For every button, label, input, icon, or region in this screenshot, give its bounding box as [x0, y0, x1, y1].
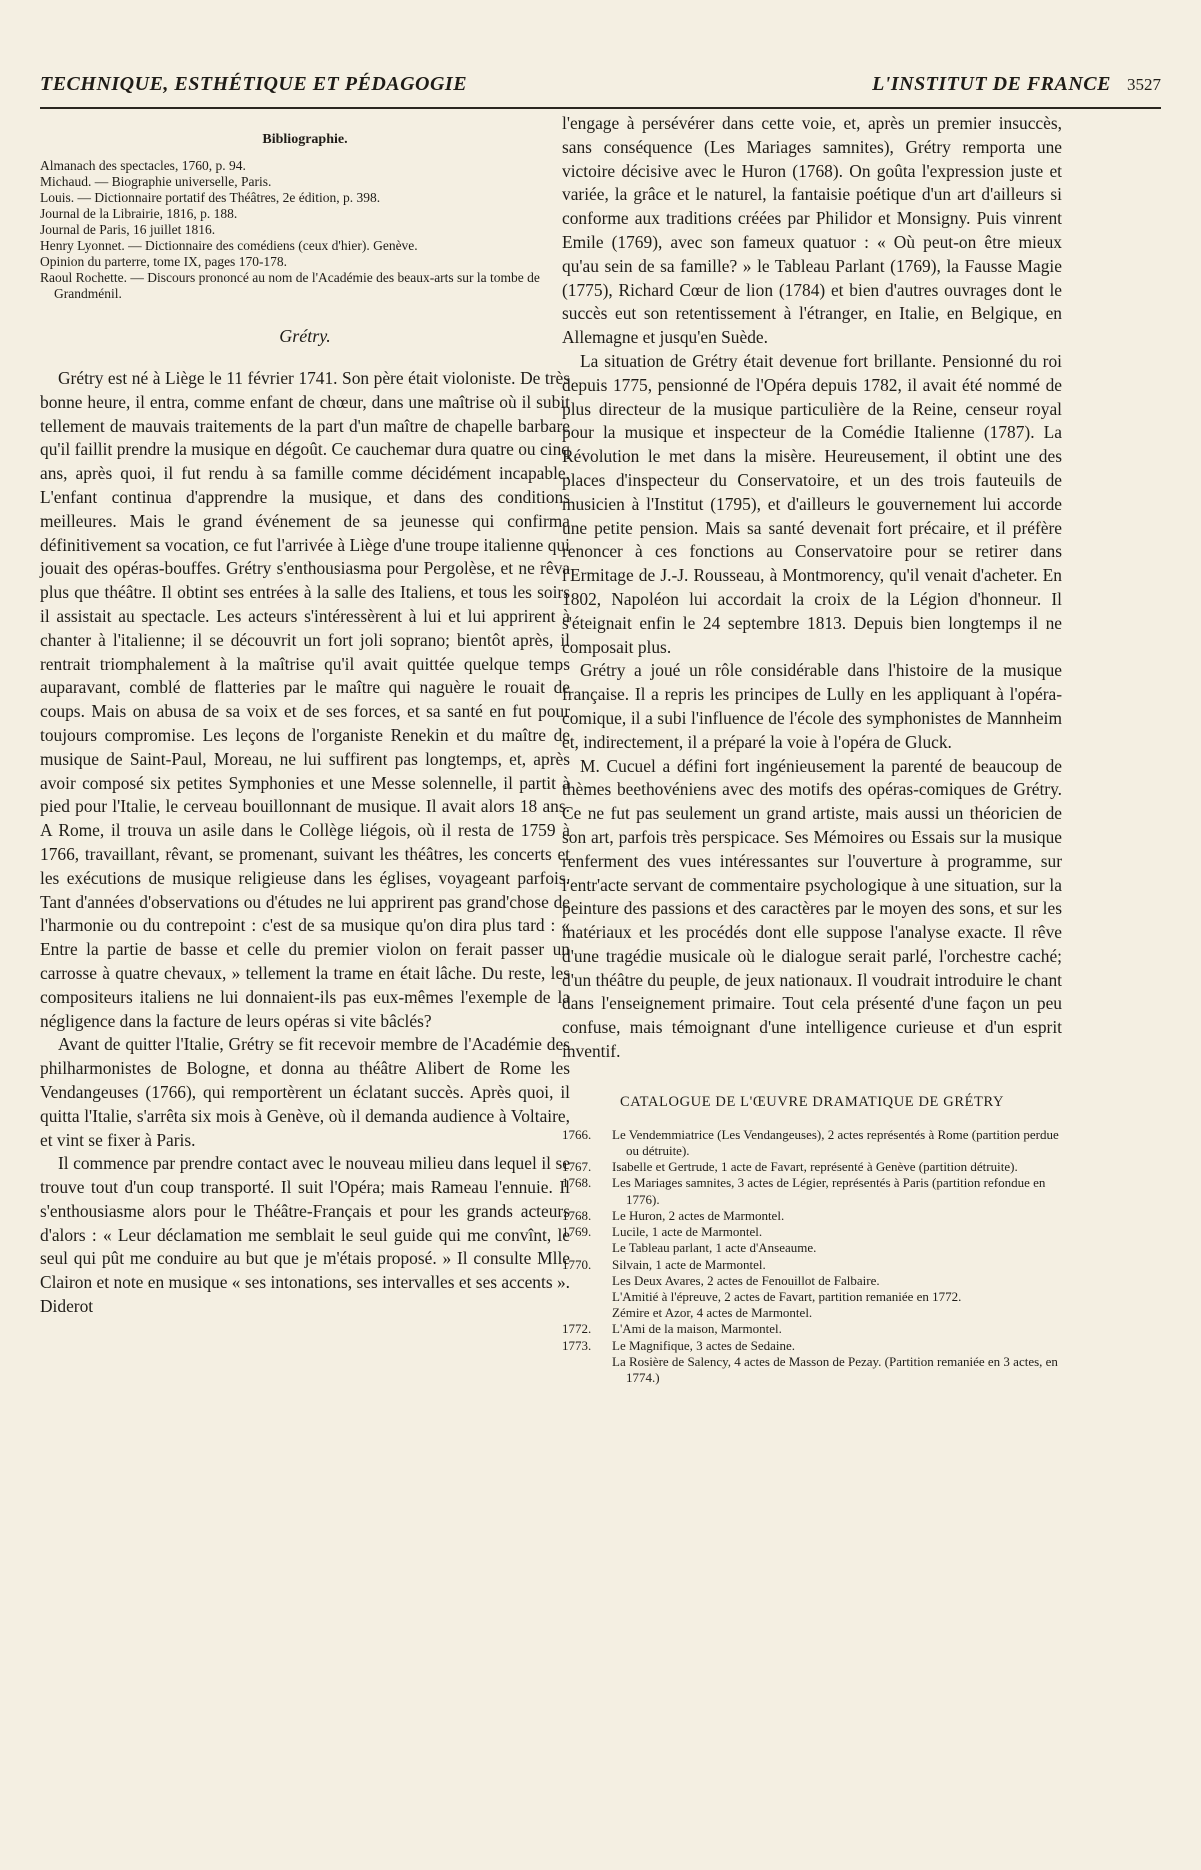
catalog-entry: [562, 1338, 1062, 1354]
bibliography-entry: Almanach des spectacles, 1760, p. 94.: [40, 158, 246, 173]
section-title: Grétry.: [279, 326, 331, 346]
catalog-work: Le Vendemmiatrice (Les Vendangeuses), 2 actes représentés à Rome (partition perdue ou détruite).: [612, 1126, 1059, 1159]
body-paragraph: Grétry a joué un rôle considérable dans l'histoire de la musique française. Il a repris les principes de Lully en les appliquant à l'opéra-comique, il a subi l'influence de l'école des symphonistes de Mannheim et, indirectement, il a préparé la voie à l'opéra de Gluck.: [562, 660, 1062, 752]
catalog-work: La Rosière de Salency, 4 actes de Masson de Pezay. (Partition remaniée en 3 actes, en 1774.): [612, 1353, 1058, 1385]
catalog-entry: [562, 1175, 1062, 1207]
body-paragraph: La situation de Grétry était devenue fort brillante. Pensionné du roi depuis 1775, pensionné de l'Opéra depuis 1782, il avait été nommé de plus directeur de la musique particulière de la Reine, censeur royal pour la musique et inspecteur de la Comédie Italienne (1787). La Révolution le met dans la misère. Heureusement, il obtint une des places d'inspecteur du Conservatoire, et un des trois fauteuils de musicien à l'Institut (1795), et d'ailleurs le gouvernement lui accorde une petite pension. Mais sa santé devenait fort précaire, et il préfère renoncer à ces fonctions au Conservatoire pour se retirer dans l'Ermitage de J.-J. Rousseau, à Montmorency, qu'il venait d'acheter. En 1802, Napoléon lui accordait la croix de la Légion d'honneur. Il s'éteignait enfin le 24 septembre 1813. Depuis bien longtemps il ne composait plus.: [562, 350, 1062, 657]
body-paragraph: Grétry est né à Liège le 11 février 1741. Son père était violoniste. De très bonne heure, il entra, comme enfant de chœur, dans une maîtrise où il subit tellement de mauvais traitements de la part d'un maître de chapelle barbare qu'il faillit prendre la musique en dégoût. Ce cauchemar dura quatre ou cinq ans, après quoi, il fut rendu à sa famille comme décidément incapable. L'enfant continua d'apprendre la musique, et dans des conditions meilleures. Mais le grand événement de sa jeunesse qui confirma définitivement sa vocation, ce fut l'arrivée à Liège d'une troupe italienne qui jouait des opéras-bouffes. Grétry s'enthousiasma pour Pergolèse, et ne rêva plus que théâtre. Il obtint ses entrées à la salle des Italiens, et tous les soirs il assistait au spectacle. Les acteurs s'intéressèrent à lui et lui apprirent à chanter à l'italienne; il se découvrit un fort joli soprano; bientôt après, il rentrait triomphalement à la maîtrise qu'il avait quittée quelque temps auparavant, comblé de flatteries par le maître qui naguère le rouait de coups. Mais on abusa de sa voix et de ses forces, et sa santé en fut pour toujours compromise. Les leçons de l'organiste Renekin et du maître de musique de Saint-Paul, Moreau, ne lui suffirent pas longtemps, et, après avoir composé six petites Symphonies et une Messe solennelle, il partit à pied pour l'Italie, le cerveau bouillonnant de musique. Il avait alors 18 ans. A Rome, il trouva un asile dans le Collège liégois, où il resta de 1759 à 1766, travaillant, rêvant, se promenant, suivant les théâtres, les concerts et les exécutions de musique religieuse dans les églises, voyageant parfois. Tant d'années d'observations ou d'études ne lui apprirent pas grand'chose de l'harmonie ou du contrepoint : c'est de sa musique qu'on dira plus tard : « Entre la partie de basse et celle du premier violon on ferait passer un carrosse à quatre chevaux, » tellement la trame en était lâche. Du reste, les compositeurs italiens ne lui donnaient-ils pas eux-mêmes l'exemple de la négligence dans la facture de leurs opéras si vite bâclés?: [40, 368, 570, 1031]
page-number: 3527: [1127, 75, 1161, 94]
header-right-title: L'INSTITUT DE FRANCE: [872, 73, 1111, 95]
bibliography-entry: Raoul Rochette. — Discours prononcé au nom de l'Académie des beaux-arts sur la tombe de Grandménil.: [40, 270, 540, 301]
bibliography-list: [40, 158, 570, 302]
bibliography-entry: Journal de la Librairie, 1816, p. 188.: [40, 206, 238, 221]
catalog-entry: [562, 1273, 1062, 1289]
catalog-year: 1768.: [562, 1175, 592, 1191]
catalog-entry: [562, 1289, 1062, 1305]
body-paragraph: Avant de quitter l'Italie, Grétry se fit recevoir membre de l'Académie des philharmonistes de Bologne, et donna au théâtre Alibert de Rome les Vendangeuses (1766), qui remportèrent un éclatant succès. Après quoi, il quitta l'Italie, s'arrêta six mois à Genève, où il demanda audience à Voltaire, et vint se fixer à Paris.: [40, 1034, 570, 1150]
catalog-work: Les Deux Avares, 2 actes de Fenouillot de Falbaire.: [612, 1272, 880, 1288]
bibliography-entry: Michaud. — Biographie universelle, Paris.: [40, 174, 272, 189]
catalog-entry: [562, 1354, 1062, 1386]
catalog-entry: [562, 1208, 1062, 1224]
catalog-year: 1772.: [562, 1321, 592, 1337]
catalog-year: [562, 1305, 612, 1321]
catalog-title: CATALOGUE DE L'ŒUVRE DRAMATIQUE DE GRÉTRY: [619, 1093, 1005, 1110]
catalog-work: Le Tableau parlant, 1 acte d'Anseaume.: [612, 1240, 817, 1256]
header-rule: [40, 107, 1161, 109]
catalog-year: 1773.: [562, 1337, 592, 1353]
body-paragraph: l'engage à persévérer dans cette voie, et, après un premier insuccès, sans conséquence (Les Mariages samnites), Grétry remporta une victoire décisive avec le Huron (1768). On goûta l'expression juste et variée, la grâce et le naturel, la fantaisie poétique d'un art d'ailleurs si conforme aux traditions créées par Philidor et Monsigny. Puis vinrent Emile (1769), avec son fameux quatuor : « Où peut-on être mieux qu'au sein de sa famille? » le Tableau Parlant (1769), la Fausse Magie (1775), Richard Cœur de lion (1784) et bien d'autres ouvrages dont le succès eut son retentissement à l'étranger, en Italie, en Belgique, en Allemagne et jusqu'en Suède.: [562, 113, 1062, 348]
bibliography-entry: Opinion du parterre, tome IX, pages 170-178.: [40, 254, 288, 269]
catalog-entry: [562, 1127, 1062, 1159]
catalog-work: L'Ami de la maison, Marmontel.: [612, 1321, 782, 1337]
catalog-work: Le Magnifique, 3 actes de Sedaine.: [612, 1337, 796, 1353]
running-header: [40, 73, 1161, 109]
catalog-year: [562, 1240, 612, 1256]
catalog-work: L'Amitié à l'épreuve, 2 actes de Favart, partition remaniée en 1772.: [612, 1288, 962, 1304]
bibliography-title: Bibliographie.: [262, 132, 348, 147]
catalog-work: Lucile, 1 acte de Marmontel.: [612, 1224, 763, 1240]
left-column: [40, 112, 570, 1319]
catalog-year: 1766.: [562, 1126, 592, 1142]
right-column: [562, 112, 1062, 1386]
body-paragraph: M. Cucuel a défini fort ingénieusement la parenté de beaucoup de thèmes beethovéniens avec des motifs des opéras-comiques de Grétry. Ce ne fut pas seulement un grand artiste, mais aussi un théoricien de son art, parfois très perspicace. Ses Mémoires ou Essais sur la musique renferment des vues intéressantes sur l'ouverture à programme, sur l'entr'acte servant de commentaire psychologique à une situation, sur la peinture des passions et des caractères par le moyen des sons, et sur les matériaux et les procédés dont elle suppose l'analyse exacte. Il rêve d'une tragédie musicale où le dialogue serait parlé, l'orchestre caché; d'un théâtre du peuple, de jeux nationaux. Il voudrait introduire le chant dans l'enseignement primaire. Tout cela présenté d'une façon un peu confuse, mais témoignant d'une intelligence curieuse et d'un esprit inventif.: [562, 755, 1062, 1062]
catalog-year: 1769.: [562, 1224, 592, 1240]
body-paragraph: Il commence par prendre contact avec le nouveau milieu dans lequel il se trouve tout d'un coup transporté. Il suit l'Opéra; mais Rameau l'ennuie. Il s'enthousiasme alors pour le Théâtre-Français et pour les grands acteurs d'alors : « Leur déclamation me semblait le seul guide qui me convînt, le seul qui pût me conduire au but que je m'étais proposé. » Il consulte Mlle Clairon et note en musique « ses intonations, ses intervalles et ses accents ». Diderot: [40, 1153, 570, 1317]
catalog-year: 1768.: [562, 1207, 592, 1223]
catalog-work: Zémire et Azor, 4 actes de Marmontel.: [612, 1305, 813, 1321]
catalog-entry: [562, 1159, 1062, 1175]
catalog-entry: [562, 1321, 1062, 1337]
catalog-entry: [562, 1257, 1062, 1273]
catalog-list: [562, 1127, 1062, 1386]
bibliography-entry: Journal de Paris, 16 juillet 1816.: [40, 222, 216, 237]
catalog-entry: [562, 1224, 1062, 1240]
catalog-year: 1770.: [562, 1256, 592, 1272]
bibliography-entry: Louis. — Dictionnaire portatif des Théâtres, 2e édition, p. 398.: [40, 190, 381, 205]
catalog-work: Le Huron, 2 actes de Marmontel.: [612, 1207, 785, 1223]
catalog-work: Silvain, 1 acte de Marmontel.: [612, 1256, 766, 1272]
bibliography-entry: Henry Lyonnet. — Dictionnaire des comédiens (ceux d'hier). Genève.: [40, 238, 418, 253]
catalog-entry: [562, 1240, 1062, 1256]
catalog-year: 1767.: [562, 1159, 592, 1175]
catalog-year: [562, 1273, 612, 1289]
catalog-year: [562, 1289, 612, 1305]
catalog-work: Les Mariages samnites, 3 actes de Légier, représentés à Paris (partition refondue en 1776).: [612, 1175, 1046, 1207]
catalog-work: Isabelle et Gertrude, 1 acte de Favart, représenté à Genève (partition détruite).: [612, 1159, 1018, 1175]
header-left-title: TECHNIQUE, ESTHÉTIQUE ET PÉDAGOGIE: [40, 73, 468, 95]
catalog-entry: [562, 1305, 1062, 1321]
catalog-year: [562, 1354, 612, 1386]
